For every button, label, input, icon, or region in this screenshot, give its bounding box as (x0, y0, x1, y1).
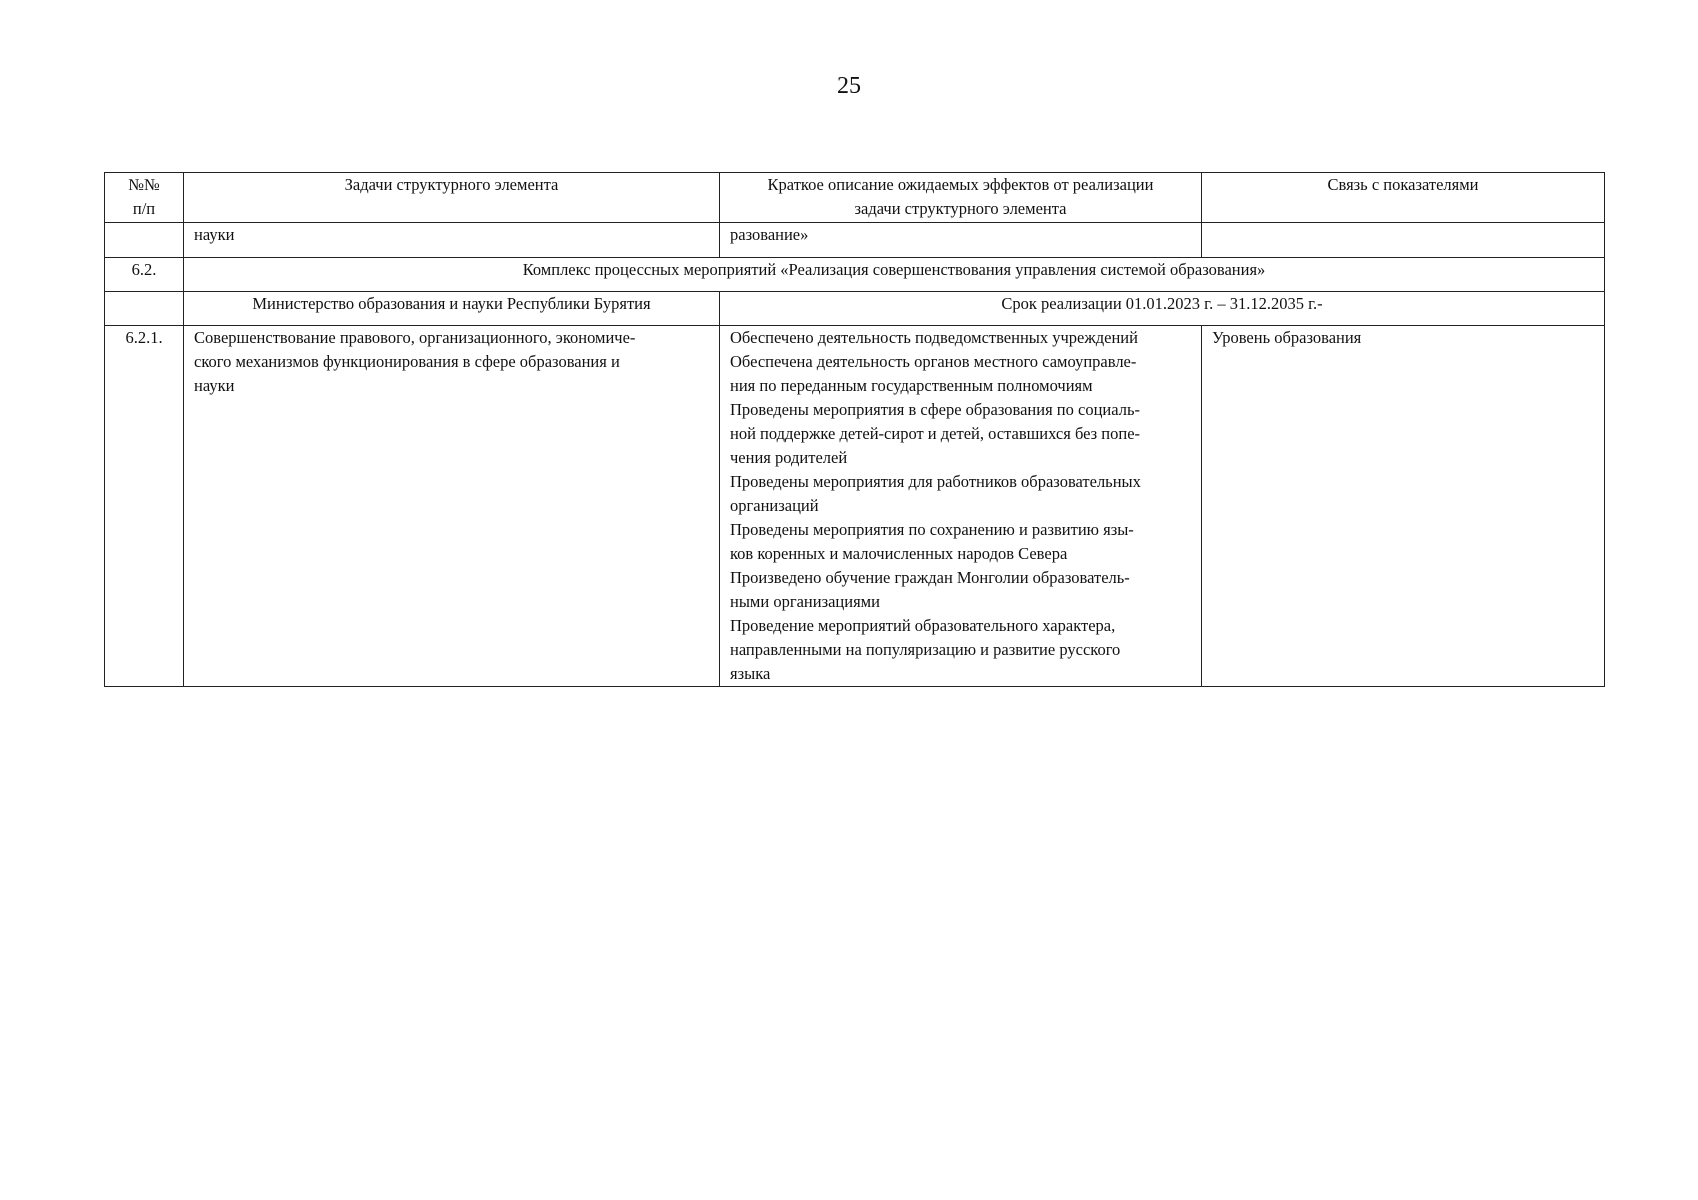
responsible-ministry: Министерство образования и науки Республики Бурятия (184, 292, 720, 326)
effect-line: Проведены мероприятия в сфере образования по социаль- (730, 400, 1140, 419)
effect-line: направленными на популяризацию и развитие русского (730, 640, 1121, 659)
cell-indicators (1202, 223, 1605, 258)
related-indicators: Уровень образования (1202, 326, 1605, 687)
header-effects (720, 173, 1202, 223)
table-header-row (105, 173, 1605, 223)
effect-line: Проведены мероприятия для работников образовательных (730, 472, 1141, 491)
header-num-line-2: п/п (132, 199, 156, 218)
effect-line: Обеспечена деятельность органов местного самоуправле- (730, 352, 1137, 371)
effect-line: ния по переданным государственным полномочиям (730, 376, 1093, 395)
table-row-continuation (105, 223, 1605, 258)
effect-line: Проведены мероприятия по сохранению и развитию язы- (730, 520, 1134, 539)
task-number: 6.2.1. (105, 326, 184, 687)
task-description (184, 326, 720, 687)
table-row-task (105, 326, 1605, 687)
effect-line: ными организациями (730, 592, 880, 611)
header-num (105, 173, 184, 223)
structural-elements-table (104, 172, 1605, 687)
effect-line: языка (730, 664, 771, 683)
table-row-section (105, 258, 1605, 292)
header-effects-line-2: задачи структурного элемента (854, 199, 1067, 218)
section-number: 6.2. (105, 258, 184, 292)
header-effects-line-1: Краткое описание ожидаемых эффектов от реализации (767, 175, 1154, 194)
effect-line: Обеспечено деятельность подведомственных учреждений (730, 328, 1138, 347)
cell-num (105, 223, 184, 258)
task-line: Совершенствование правового, организационного, экономиче- (194, 328, 636, 347)
task-line: науки (194, 376, 235, 395)
effect-line: ной поддержке детей-сирот и детей, оставшихся без попе- (730, 424, 1141, 443)
implementation-period: Срок реализации 01.01.2023 г. – 31.12.2035 г.- (720, 292, 1605, 326)
effect-line: Проведение мероприятий образовательного характера, (730, 616, 1116, 635)
effect-line: Произведено обучение граждан Монголии образователь- (730, 568, 1130, 587)
effect-line: организаций (730, 496, 819, 515)
table-row-meta (105, 292, 1605, 326)
page-number: 25 (837, 73, 861, 99)
cell-tasks: науки (184, 223, 720, 258)
header-num-line-1: №№ (128, 175, 160, 194)
cell-effects: разование» (720, 223, 1202, 258)
effect-line: ков коренных и малочисленных народов Севера (730, 544, 1068, 563)
task-line: ского механизмов функционирования в сфере образования и (194, 352, 620, 371)
header-tasks: Задачи структурного элемента (184, 173, 720, 223)
expected-effects (720, 326, 1202, 687)
effect-line: чения родителей (730, 448, 848, 467)
header-indicators: Связь с показателями (1202, 173, 1605, 223)
cell-num (105, 292, 184, 326)
section-title: Комплекс процессных мероприятий «Реализация совершенствования управления системой образования» (184, 258, 1605, 292)
